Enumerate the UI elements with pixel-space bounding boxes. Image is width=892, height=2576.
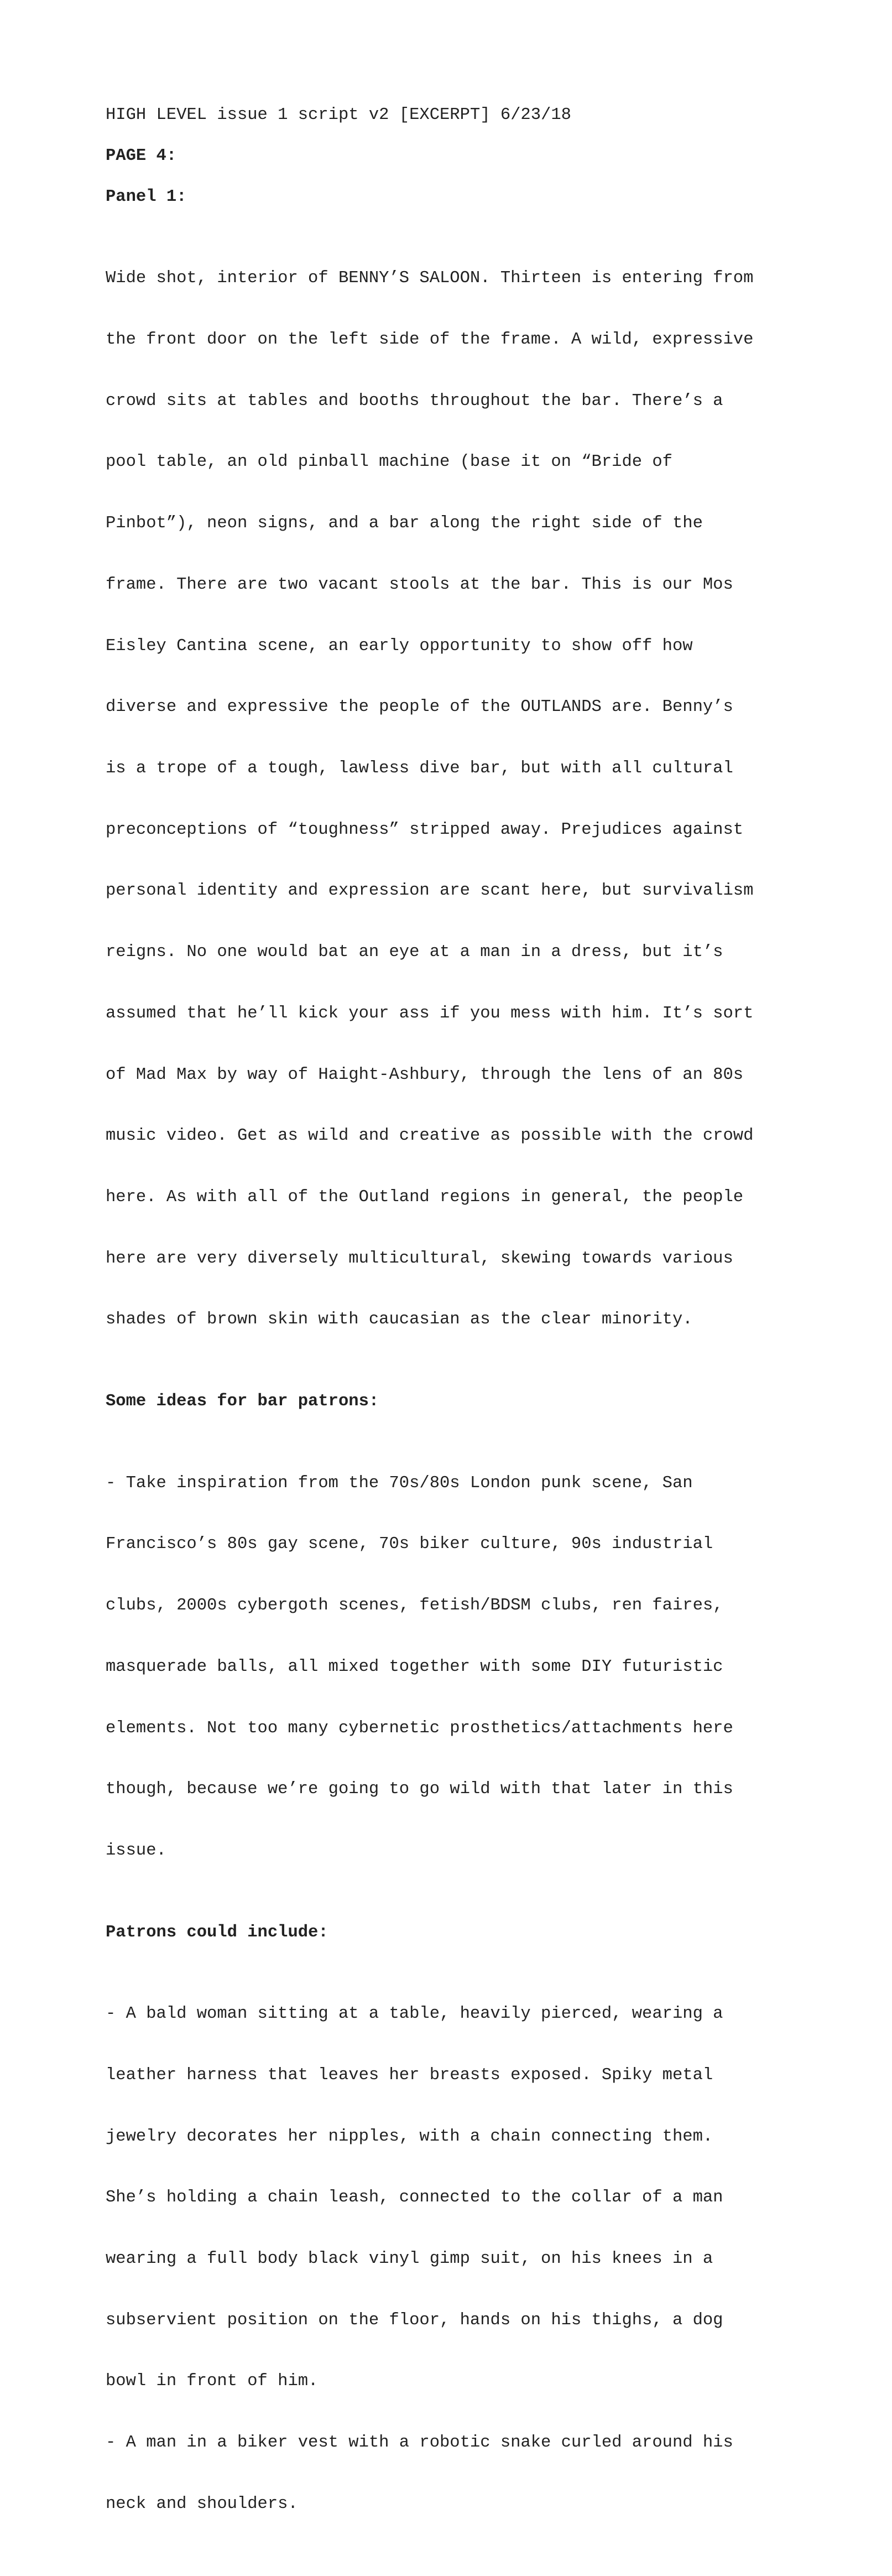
ideas-line: elements. Not too many cybernetic prosthetics/attachments here (106, 1718, 733, 1738)
patrons-line: wearing a full body black vinyl gimp suit, on his knees in a (106, 2250, 713, 2269)
ideas-heading: Some ideas for bar patrons: (106, 1392, 379, 1411)
description-line: of Mad Max by way of Haight-Ashbury, through the lens of an 80s (106, 1065, 744, 1084)
description-line: the front door on the left side of the frame. A wild, expressive (106, 330, 754, 349)
patrons-paragraph (106, 1963, 791, 2555)
description-line: here are very diversely multicultural, skewing towards various (106, 1249, 733, 1268)
description-line: Pinbot”), neon signs, and a bar along the right side of the (106, 514, 703, 533)
ideas-line: masquerade balls, all mixed together with some DIY futuristic (106, 1657, 723, 1676)
description-line: music video. Get as wild and creative as possible with the crowd (106, 1126, 754, 1146)
description-line: personal identity and expression are scant here, but survivalism (106, 881, 754, 901)
description-line: preconceptions of “toughness” stripped away. Prejudices against (106, 820, 744, 839)
ideas-line: - Take inspiration from the 70s/80s London punk scene, San (106, 1473, 693, 1493)
patrons-line: - A bald woman sitting at a table, heavily pierced, wearing a (106, 2004, 723, 2024)
description-line: shades of brown skin with caucasian as the clear minority. (106, 1310, 693, 1329)
patrons-line: neck and shoulders. (106, 2494, 298, 2513)
script-body (106, 105, 791, 2576)
page-heading: PAGE 4: (106, 146, 177, 165)
document-header: HIGH LEVEL issue 1 script v2 [EXCERPT] 6/23/18 (106, 106, 571, 124)
description-line: reigns. No one would bat an eye at a man in a dress, but it’s (106, 943, 723, 962)
description-line: is a trope of a tough, lawless dive bar, but with all cultural (106, 759, 733, 778)
ideas-line: clubs, 2000s cybergoth scenes, fetish/BDSM clubs, ren faires, (106, 1596, 723, 1616)
patrons-line: bowl in front of him. (106, 2372, 319, 2391)
ideas-line: though, because we’re going to go wild with that later in this (106, 1780, 733, 1799)
patrons-line: - A man in a biker vest with a robotic snake curled around his (106, 2433, 733, 2453)
description-line: pool table, an old pinball machine (base it on “Bride of (106, 453, 672, 472)
description-line: here. As with all of the Outland regions in general, the people (106, 1187, 744, 1207)
description-line: frame. There are two vacant stools at the bar. This is our Mos (106, 575, 733, 594)
description-line: crowd sits at tables and booths throughout the bar. There’s a (106, 391, 723, 411)
patrons-heading: Patrons could include: (106, 1923, 328, 1942)
ideas-line: Francisco’s 80s gay scene, 70s biker culture, 90s industrial (106, 1535, 713, 1554)
patrons-line: leather harness that leaves her breasts exposed. Spiky metal (106, 2065, 713, 2085)
panel-heading: Panel 1: (106, 187, 187, 206)
description-line: Eisley Cantina scene, an early opportunity to show off how (106, 636, 693, 656)
ideas-line: issue. (106, 1841, 166, 1860)
patrons-line: She’s holding a chain leash, connected to the collar of a man (106, 2188, 723, 2208)
description-line: diverse and expressive the people of the OUTLANDS are. Benny’s (106, 698, 733, 717)
patrons-line: jewelry decorates her nipples, with a chain connecting them. (106, 2127, 713, 2146)
ideas-paragraph (106, 1432, 791, 1902)
description-line: Wide shot, interior of BENNY’S SALOON. Thirteen is entering from (106, 269, 754, 288)
description-line: assumed that he’ll kick your ass if you mess with him. It’s sort (106, 1004, 754, 1023)
patrons-line: subservient position on the floor, hands on his thighs, a dog (106, 2310, 723, 2330)
panel-description (106, 227, 791, 1371)
